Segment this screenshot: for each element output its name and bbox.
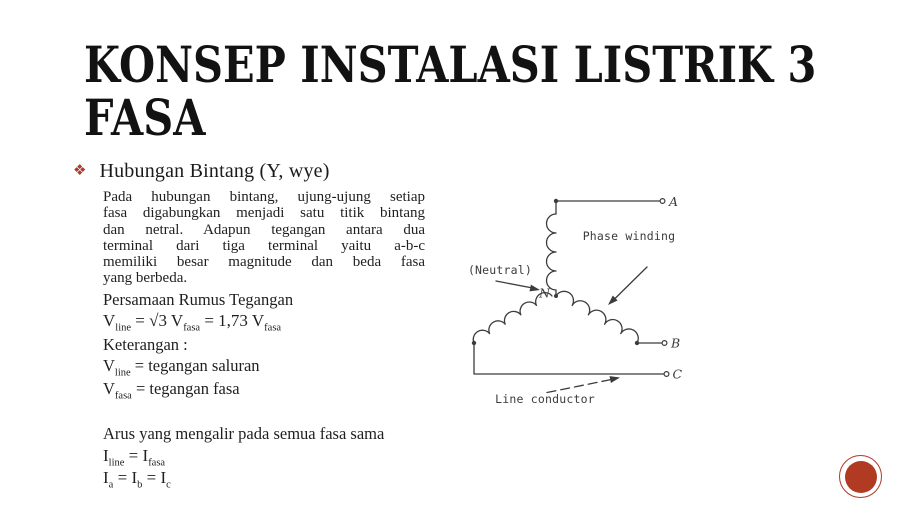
coil-phase-b [556, 291, 638, 343]
formula-term: I [103, 468, 109, 487]
slide-badge [839, 455, 882, 498]
persamaan-label: Persamaan Rumus Tegangan [103, 290, 294, 309]
paragraph-line: fasa digabungkan menjadi satu titik bintang [103, 205, 425, 222]
paragraph-line: terminal dari tiga terminal yaitu a-b-c [103, 237, 425, 254]
line-conductor-arrow-line [547, 380, 610, 393]
formula-subscript: fasa [114, 390, 132, 402]
formula-subscript: line [114, 367, 131, 379]
formula-subscript: fasa [148, 457, 166, 469]
title-line-2: FASA [84, 88, 206, 147]
junction-dot [554, 294, 558, 298]
formula-subscript: a [108, 479, 114, 491]
formula-subscript: line [108, 457, 125, 469]
arus-label: Arus yang mengalir pada semua fasa sama [103, 424, 385, 443]
formula-subscript: fasa [183, 322, 201, 334]
neutral-arrow-line [496, 281, 530, 288]
phase-winding-label: Phase winding [582, 229, 676, 243]
formula-operator: = 1,73 [200, 311, 252, 330]
formula-term: V [103, 311, 116, 330]
terminal-c-label: C [672, 366, 683, 382]
keterangan-label: Keterangan : [103, 335, 188, 354]
line-conductor-arrowhead [610, 376, 621, 383]
line-c [474, 343, 664, 374]
formula-term: I [160, 468, 167, 487]
vfasa-definition [103, 379, 240, 407]
paragraph-line: memiliki besar magnitude dan beda fasa [103, 254, 425, 271]
formula-subscript: fasa [264, 322, 282, 334]
formula-term: V [170, 311, 184, 330]
neutral-label: (Neutral) [467, 263, 533, 277]
formula-term: V [103, 379, 115, 398]
paragraph-line: dan netral. Adapun tegangan antara dua [103, 221, 425, 238]
junction-dot [635, 341, 639, 345]
page-title [84, 35, 817, 147]
formula-term: I [131, 468, 138, 487]
formula-operator: = [124, 446, 143, 465]
coil-phase-a [547, 214, 557, 296]
definition-text: = tegangan fasa [131, 379, 240, 398]
terminal-a-circle [660, 199, 665, 204]
formula-subscript: c [166, 479, 171, 491]
formula-operator: = [113, 468, 132, 487]
formula-term: V [251, 311, 265, 330]
line-conductor-label: Line conductor [495, 392, 595, 406]
paragraph-line: yang berbeda. [103, 270, 188, 287]
formula-operator: = √3 [131, 311, 171, 330]
formula-subscript: line [115, 322, 132, 334]
diamond-bullet-icon: ❖ [73, 161, 87, 179]
formula-term: I [103, 446, 109, 465]
formula-term: V [103, 356, 115, 375]
phase-winding-arrow-line [612, 267, 647, 302]
title-line-1: KONSEP INSTALASI LISTRIK 3 [84, 35, 817, 94]
junction-dot [554, 199, 558, 203]
formula-subscript: b [137, 479, 143, 491]
current-abc-formula [103, 468, 171, 496]
node-n-label: N [539, 285, 550, 301]
formula-term: I [142, 446, 149, 465]
definition-text: = tegangan saluran [130, 356, 260, 375]
terminal-c-circle [664, 372, 669, 377]
bullet-heading [73, 159, 330, 183]
wye-connection-diagram [440, 178, 702, 420]
terminal-a-label: A [669, 194, 679, 209]
terminal-b-circle [662, 341, 667, 346]
terminal-b-label: B [671, 335, 681, 351]
slide-badge-core [845, 461, 877, 493]
paragraph-line: Pada hubungan bintang, ujung-ujung setiap [103, 189, 425, 205]
body-paragraph [103, 189, 425, 287]
heading-text: Hubungan Bintang (Y, wye) [99, 160, 330, 182]
junction-dot [472, 341, 476, 345]
formula-operator: = [142, 468, 161, 487]
